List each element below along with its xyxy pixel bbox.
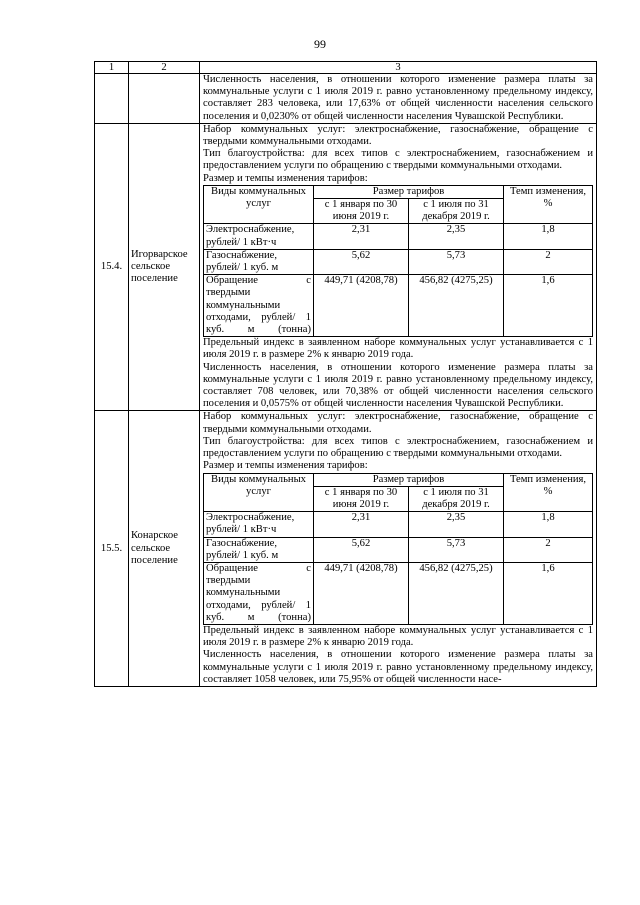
population-text: Численность населения, в отношении которого изменение размера платы за коммунальные услуги с 1 июля 2019 г. равно установленному предельному индексу, составляет 708 человек, или 70,38% от общей численности населения сельского поселения и 0,0575% от общей численности населения Чувашской Республики. xyxy=(203,361,593,410)
tariff-intro: Размер и темпы изменения тарифов: xyxy=(203,460,368,472)
tariff-p2: 2,35 xyxy=(409,224,504,249)
tariff-row xyxy=(204,275,593,337)
column-header-2: 2 xyxy=(129,62,200,74)
tariff-row xyxy=(204,512,593,537)
population-text: Численность населения, в отношении которого изменение размера платы за коммунальные услуги с 1 июля 2019 г. равно установленному предельному индексу, составляет 1058 человек, или 75,95% от общей численности насе- xyxy=(203,649,593,685)
section-name: Игорварское сельское поселение xyxy=(129,123,200,411)
tariff-rate: 1,6 xyxy=(504,275,593,337)
limit-index: Предельный индекс в заявленном наборе коммунальных услуг устанавливается с 1 июля 2019 г. в размере 2% к январю 2019 года. xyxy=(203,624,593,649)
tariff-rate: 2 xyxy=(504,249,593,274)
column-header-3: 3 xyxy=(200,62,597,74)
tariff-rate: 1,8 xyxy=(504,224,593,249)
continuation-row xyxy=(95,74,597,124)
header-service-types: Виды коммунальных услуг xyxy=(204,185,314,224)
tariff-p2: 2,35 xyxy=(409,512,504,537)
section-row-15-4 xyxy=(95,123,597,411)
tariff-service: Электроснабжение, рублей/ 1 кВт·ч xyxy=(204,512,314,537)
header-period-2: с 1 июля по 31 декабря 2019 г. xyxy=(409,486,504,511)
header-tariff-size: Размер тарифов xyxy=(314,473,504,486)
section-row-15-5 xyxy=(95,411,597,686)
tariff-row xyxy=(204,562,593,624)
section-number: 15.4. xyxy=(95,123,129,411)
tariff-p1: 449,71 (4208,78) xyxy=(314,562,409,624)
tariff-rate: 2 xyxy=(504,537,593,562)
improvement-type: Тип благоустройства: для всех типов с электроснабжением, газоснабжением и предоставлением услуги по обращению с твердыми коммунальными отходами. xyxy=(203,148,593,172)
improvement-type: Тип благоустройства: для всех типов с электроснабжением, газоснабжением и предоставлением услуги по обращению с твердыми коммунальными отходами. xyxy=(203,435,593,460)
tariff-p1: 5,62 xyxy=(314,249,409,274)
tariff-service: Газоснабжение, рублей/ 1 куб. м xyxy=(204,249,314,274)
services-set: Набор коммунальных услуг: электроснабжение, газоснабжение, обращение с твердыми коммунальными отходами. xyxy=(203,411,593,435)
tariff-p1: 2,31 xyxy=(314,224,409,249)
tariff-service: Газоснабжение, рублей/ 1 куб. м xyxy=(204,537,314,562)
tariff-row xyxy=(204,537,593,562)
header-change-rate: Темп изменения, % xyxy=(504,185,593,224)
header-tariff-size: Размер тарифов xyxy=(314,185,504,198)
tariff-p2: 456,82 (4275,25) xyxy=(409,275,504,337)
tariff-p2: 456,82 (4275,25) xyxy=(409,562,504,624)
tariff-p1: 449,71 (4208,78) xyxy=(314,275,409,337)
tariff-intro: Размер и темпы изменения тарифов: xyxy=(203,172,368,184)
column-header-1: 1 xyxy=(95,62,129,74)
services-set: Набор коммунальных услуг: электроснабжение, газоснабжение, обращение с твердыми коммунальными отходами. xyxy=(203,123,593,148)
page-number: 99 xyxy=(314,37,326,51)
section-content xyxy=(200,411,597,686)
tariff-service: Обращение с твердыми коммунальными отходами, рублей/ 1 куб. м (тонна) xyxy=(204,562,314,624)
tariff-table xyxy=(203,185,593,337)
header-period-1: с 1 января по 30 июня 2019 г. xyxy=(314,486,409,511)
tariff-p2: 5,73 xyxy=(409,249,504,274)
tariff-p1: 5,62 xyxy=(314,537,409,562)
header-change-rate: Темп изменения, % xyxy=(504,473,593,512)
continuation-text: Численность населения, в отношении которого изменение размера платы за коммунальные услуги с 1 июля 2019 г. равно установленному предельному индексу, составляет 283 человека, или 17,63% от общей численности населения сельского поселения и 0,0230% от общей численности населения Чувашской Республики. xyxy=(200,74,597,124)
section-number: 15.5. xyxy=(95,411,129,686)
tariff-service: Электроснабжение, рублей/ 1 кВт·ч xyxy=(204,224,314,249)
main-table xyxy=(94,61,597,687)
column-header-row xyxy=(95,62,597,74)
header-period-2: с 1 июля по 31 декабря 2019 г. xyxy=(409,199,504,224)
header-period-1: с 1 января по 30 июня 2019 г. xyxy=(314,199,409,224)
tariff-rate: 1,6 xyxy=(504,562,593,624)
section-content xyxy=(200,123,597,411)
tariff-service: Обращение с твердыми коммунальными отходами, рублей/ 1 куб. м (тонна) xyxy=(204,275,314,337)
header-service-types: Виды коммунальных услуг xyxy=(204,473,314,512)
tariff-row xyxy=(204,249,593,274)
tariff-p1: 2,31 xyxy=(314,512,409,537)
tariff-row xyxy=(204,224,593,249)
tariff-rate: 1,8 xyxy=(504,512,593,537)
tariff-p2: 5,73 xyxy=(409,537,504,562)
limit-index: Предельный индекс в заявленном наборе коммунальных услуг устанавливается с 1 июля 2019 г. в размере 2% к январю 2019 года. xyxy=(203,337,593,361)
tariff-table xyxy=(203,473,593,625)
section-name: Конарское сельское поселение xyxy=(129,411,200,686)
